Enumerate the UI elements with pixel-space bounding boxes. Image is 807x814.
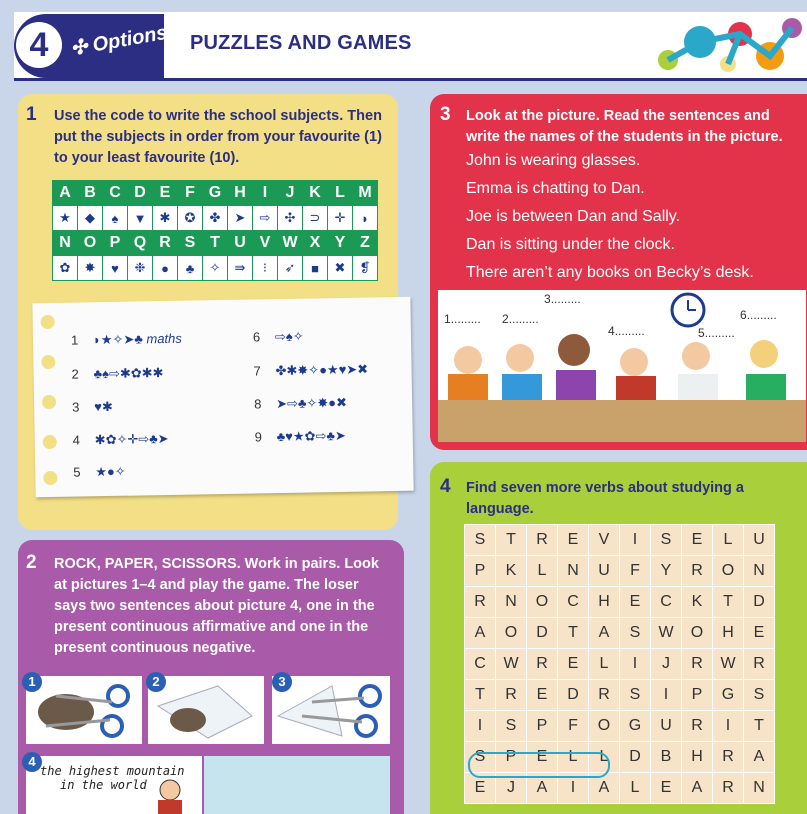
code-symbol: ✛	[328, 206, 353, 231]
grid-letter[interactable]: S	[744, 680, 775, 711]
grid-letter[interactable]: E	[558, 525, 589, 556]
code-symbol: ➶	[278, 256, 303, 281]
grid-letter[interactable]: E	[651, 773, 682, 804]
classroom-picture	[438, 290, 806, 442]
grid-letter[interactable]: D	[744, 587, 775, 618]
grid-letter[interactable]: N	[744, 556, 775, 587]
clue-7: 7 ✤✱✸✧●★♥➤✖	[253, 361, 369, 379]
code-letter: P	[103, 231, 128, 256]
grid-letter[interactable]: I	[713, 711, 744, 742]
grid-letter[interactable]: A	[682, 773, 713, 804]
exercise-1-number: 1	[26, 104, 37, 125]
grid-letter[interactable]: E	[465, 773, 496, 804]
grid-letter[interactable]: N	[496, 587, 527, 618]
rock-scissors-illustration	[26, 676, 142, 744]
grid-letter[interactable]: B	[651, 742, 682, 773]
instruction-line: language.	[466, 501, 534, 517]
code-letter: B	[78, 181, 103, 206]
grid-letter[interactable]: R	[589, 680, 620, 711]
grid-letter[interactable]: A	[589, 618, 620, 649]
code-letter: K	[303, 181, 328, 206]
code-symbol: ●	[153, 256, 178, 281]
grid-letter[interactable]: A	[744, 742, 775, 773]
code-letter: J	[278, 181, 303, 206]
sentence-3: Joe is between Dan and Sally.	[466, 208, 681, 225]
grid-letter[interactable]: W	[651, 618, 682, 649]
grid-letter[interactable]: F	[620, 556, 651, 587]
grid-row	[465, 525, 775, 556]
grid-letter[interactable]: S	[496, 711, 527, 742]
grid-letter[interactable]: O	[682, 618, 713, 649]
grid-row	[465, 711, 775, 742]
grid-letter[interactable]: E	[527, 742, 558, 773]
grid-letter[interactable]: K	[496, 556, 527, 587]
grid-letter[interactable]: W	[496, 649, 527, 680]
code-symbol: ◗	[353, 206, 378, 231]
grid-letter[interactable]: I	[620, 649, 651, 680]
sentence-4: Dan is sitting under the clock.	[466, 236, 675, 253]
code-letter: E	[153, 181, 178, 206]
grid-letter[interactable]: U	[589, 556, 620, 587]
code-symbol: ♥	[103, 256, 128, 281]
exercise-3-number: 3	[440, 104, 451, 125]
code-symbol: ★	[53, 206, 78, 231]
grid-letter[interactable]: N	[744, 773, 775, 804]
code-letter: D	[128, 181, 153, 206]
grid-letter[interactable]: N	[558, 556, 589, 587]
grid-letter[interactable]: A	[589, 773, 620, 804]
code-symbol: ❡	[353, 256, 378, 281]
grid-letter[interactable]: I	[465, 711, 496, 742]
exercise-4-number: 4	[440, 476, 451, 497]
grid-row	[465, 680, 775, 711]
code-letter: Y	[328, 231, 353, 256]
grid-letter[interactable]: R	[496, 680, 527, 711]
grid-letter[interactable]: P	[527, 711, 558, 742]
grid-letter[interactable]: I	[620, 525, 651, 556]
grid-letter[interactable]: C	[558, 587, 589, 618]
grid-letter[interactable]: H	[682, 742, 713, 773]
code-letter: M	[353, 181, 378, 206]
name-blank-4[interactable]: 4.........	[608, 324, 645, 338]
grid-letter[interactable]: J	[651, 649, 682, 680]
clue-4: 4 ✱✿✧✛⇨♣➤	[72, 430, 169, 448]
code-letter: C	[103, 181, 128, 206]
grid-letter[interactable]: R	[682, 556, 713, 587]
grid-letter[interactable]: U	[651, 711, 682, 742]
picture-paper-rock	[148, 676, 264, 744]
code-letter: U	[228, 231, 253, 256]
grid-letter[interactable]: S	[465, 525, 496, 556]
paper-rock-illustration	[148, 676, 264, 744]
sentence-1: John is wearing glasses.	[466, 152, 641, 169]
code-symbol: ➤	[228, 206, 253, 231]
grid-letter[interactable]: D	[558, 680, 589, 711]
grid-letter[interactable]: T	[744, 711, 775, 742]
grid-letter[interactable]: S	[620, 618, 651, 649]
name-blank-3[interactable]: 3.........	[544, 292, 581, 306]
grid-letter[interactable]: L	[620, 773, 651, 804]
grid-letter[interactable]: T	[496, 525, 527, 556]
grid-letter[interactable]: T	[558, 618, 589, 649]
grid-letter[interactable]: O	[589, 711, 620, 742]
code-letter: Q	[128, 231, 153, 256]
clue-3: 3 ♥✱	[72, 398, 113, 415]
code-symbol: ♣	[178, 256, 203, 281]
code-symbol: ♠	[103, 206, 128, 231]
clue-9: 9 ♣♥★✿⇨♣➤	[254, 427, 346, 445]
grid-letter[interactable]: R	[744, 649, 775, 680]
molecule-decoration	[640, 12, 807, 76]
grid-letter[interactable]: J	[496, 773, 527, 804]
grid-letter[interactable]: O	[527, 587, 558, 618]
code-symbol: ■	[303, 256, 328, 281]
grid-letter[interactable]: P	[496, 742, 527, 773]
code-symbol: ✪	[178, 206, 203, 231]
code-symbol: ❉	[128, 256, 153, 281]
code-table	[52, 180, 378, 281]
handwriting-line: the highest mountain	[40, 764, 185, 778]
clue-answer: maths	[146, 330, 182, 347]
instruction-line: Use the code to write the school subjects. Then	[54, 108, 382, 124]
grid-letter[interactable]: D	[527, 618, 558, 649]
grid-letter[interactable]: U	[744, 525, 775, 556]
code-letter: T	[203, 231, 228, 256]
clue-note-paper	[32, 297, 413, 498]
header-divider	[14, 78, 807, 81]
code-letter: S	[178, 231, 203, 256]
grid-letter[interactable]: E	[744, 618, 775, 649]
grid-letter[interactable]: R	[465, 587, 496, 618]
code-letter: O	[78, 231, 103, 256]
grid-letter[interactable]: E	[620, 587, 651, 618]
clue-1: 1 ◗★✧➤♣ maths	[70, 330, 182, 348]
grid-letter[interactable]: I	[558, 773, 589, 804]
grid-letter[interactable]: K	[682, 587, 713, 618]
picture-number-4: 4	[22, 752, 42, 772]
instruction-line: write the names of the students in the picture.	[466, 129, 783, 145]
name-blank-6[interactable]: 6.........	[740, 308, 777, 322]
grid-letter[interactable]: L	[713, 525, 744, 556]
grid-row	[465, 649, 775, 680]
instruction-line: Look at the picture. Read the sentences and	[466, 108, 770, 124]
picture-number-2: 2	[146, 672, 166, 692]
grid-letter[interactable]: R	[527, 649, 558, 680]
grid-letter[interactable]: H	[589, 587, 620, 618]
clue-5: 5 ★●✧	[73, 463, 126, 480]
options-label: ✣ Options	[68, 21, 170, 61]
sentence-2: Emma is chatting to Dan.	[466, 180, 645, 197]
instruction-line: present continuous negative.	[54, 640, 256, 656]
code-symbol: ✸	[78, 256, 103, 281]
code-symbol: ◆	[78, 206, 103, 231]
instruction-line: to your least favourite (10).	[54, 150, 240, 166]
code-symbol: ⁝	[253, 256, 278, 281]
grid-row	[465, 556, 775, 587]
grid-letter[interactable]: T	[465, 680, 496, 711]
code-letter: V	[253, 231, 278, 256]
grid-letter[interactable]: T	[713, 587, 744, 618]
grid-letter[interactable]: V	[589, 525, 620, 556]
code-letter: L	[328, 181, 353, 206]
code-letter: R	[153, 231, 178, 256]
grid-letter[interactable]: R	[713, 773, 744, 804]
code-letter: X	[303, 231, 328, 256]
person-holding-sign-illustration	[146, 776, 196, 814]
page-title: PUZZLES AND GAMES	[190, 32, 412, 54]
grid-letter[interactable]: S	[651, 525, 682, 556]
code-symbol: ⇨	[253, 206, 278, 231]
instruction-line: present continuous affirmative and one in the	[54, 619, 369, 635]
code-symbol: ✖	[328, 256, 353, 281]
spell-circle-marker	[468, 752, 610, 778]
grid-letter[interactable]: L	[558, 742, 589, 773]
grid-letter[interactable]: P	[465, 556, 496, 587]
grid-letter[interactable]: F	[558, 711, 589, 742]
handwriting-line: in the world	[60, 778, 147, 792]
grid-letter[interactable]: C	[465, 649, 496, 680]
grid-letter[interactable]: E	[558, 649, 589, 680]
code-symbol: ✱	[153, 206, 178, 231]
grid-letter[interactable]: D	[620, 742, 651, 773]
grid-letter[interactable]: E	[527, 680, 558, 711]
code-letter: W	[278, 231, 303, 256]
grid-letter[interactable]: E	[682, 525, 713, 556]
exercise-2-number: 2	[26, 552, 37, 573]
flower-icon: ✣	[68, 34, 95, 61]
grid-letter[interactable]: P	[682, 680, 713, 711]
grid-letter[interactable]: O	[713, 556, 744, 587]
clue-2: 2 ♣♠⇨✱✿✱✱	[71, 365, 164, 382]
clue-6: 6 ⇨♠✧	[252, 328, 304, 345]
clue-8: 8 ➤⇨♣✧✸●✖	[253, 394, 348, 412]
code-symbol: ✣	[278, 206, 303, 231]
code-letter: G	[203, 181, 228, 206]
code-letter: H	[228, 181, 253, 206]
grid-letter[interactable]: R	[527, 525, 558, 556]
grid-letter[interactable]: G	[620, 711, 651, 742]
name-blank-5[interactable]: 5.........	[698, 326, 735, 340]
grid-letter[interactable]: W	[713, 649, 744, 680]
instruction-line: Find seven more verbs about studying a	[466, 480, 744, 496]
grid-letter[interactable]: A	[527, 773, 558, 804]
grid-letter[interactable]: I	[651, 680, 682, 711]
code-symbol: ✧	[203, 256, 228, 281]
grid-letter[interactable]: L	[589, 649, 620, 680]
picture-number-3: 3	[272, 672, 292, 692]
grid-row	[465, 618, 775, 649]
grid-letter[interactable]: A	[465, 618, 496, 649]
picture-number-1: 1	[22, 672, 42, 692]
grid-letter[interactable]: L	[527, 556, 558, 587]
name-blank-1[interactable]: 1.........	[444, 312, 481, 326]
grid-letter[interactable]: S	[465, 742, 496, 773]
code-symbol: ✤	[203, 206, 228, 231]
code-letter: I	[253, 181, 278, 206]
instruction-line: put the subjects in order from your favourite (1)	[54, 129, 382, 145]
picture-4-background	[204, 756, 390, 814]
code-symbol: ⇛	[228, 256, 253, 281]
grid-letter[interactable]: O	[496, 618, 527, 649]
grid-letter[interactable]: R	[682, 711, 713, 742]
picture-mountain-sign	[26, 756, 202, 814]
grid-letter[interactable]: C	[651, 587, 682, 618]
instruction-line: ROCK, PAPER, SCISSORS. Work in pairs. Look	[54, 556, 379, 572]
grid-letter[interactable]: H	[713, 618, 744, 649]
code-symbol: ▼	[128, 206, 153, 231]
grid-letter[interactable]: S	[620, 680, 651, 711]
grid-letter[interactable]: G	[713, 680, 744, 711]
grid-letter[interactable]: R	[682, 649, 713, 680]
code-symbol: ✿	[53, 256, 78, 281]
grid-letter[interactable]: R	[713, 742, 744, 773]
instruction-line: at pictures 1–4 and play the game. The loser	[54, 577, 359, 593]
code-symbol: ⊃	[303, 206, 328, 231]
instruction-line: says two sentences about picture 4, one in the	[54, 598, 375, 614]
grid-letter[interactable]: Y	[651, 556, 682, 587]
code-letter: A	[53, 181, 78, 206]
picture-rock-scissors	[26, 676, 142, 744]
name-blank-2[interactable]: 2.........	[502, 312, 539, 326]
code-letter: N	[53, 231, 78, 256]
sentence-5: There aren’t any books on Becky’s desk.	[466, 264, 754, 281]
unit-number: 4	[16, 22, 62, 68]
grid-letter[interactable]: L	[589, 742, 620, 773]
code-letter: F	[178, 181, 203, 206]
code-letter: Z	[353, 231, 378, 256]
grid-row	[465, 587, 775, 618]
